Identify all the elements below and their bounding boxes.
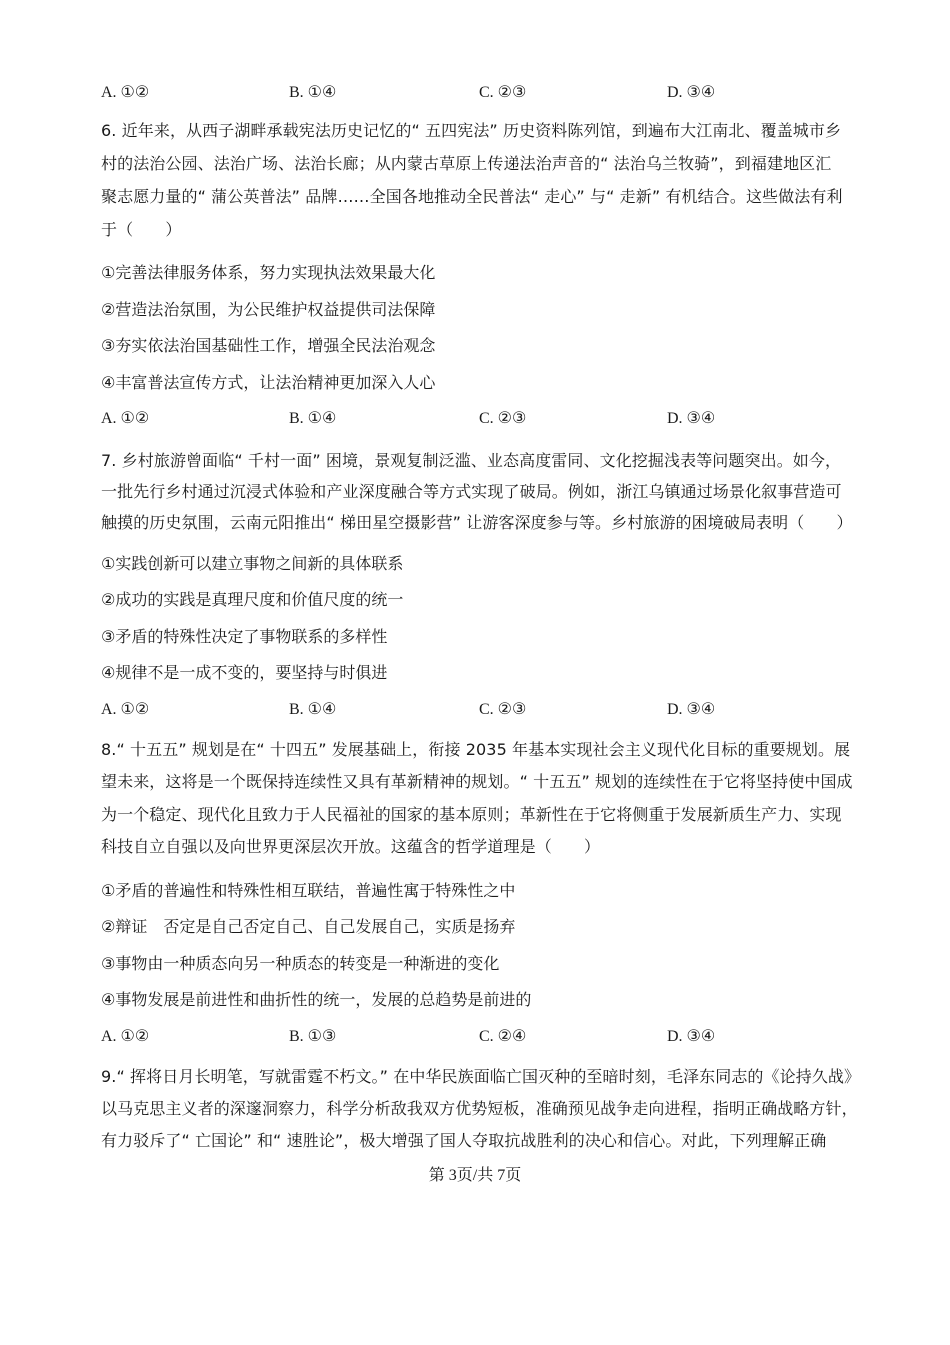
q9-stem-line-3: 有力驳斥了“ 亡国论” 和“ 速胜论”，极大增强了国人夺取抗战胜利的决心和信心。对此，下列理解正确 (101, 1131, 827, 1150)
q5-choice-b[interactable]: B. ①④ (289, 84, 337, 101)
q9-stem-line-2: 以马克思主义者的深邃洞察力，科学分析敌我双方优势短板，准确预见战争走向进程，指明正确战略方针， (101, 1099, 858, 1118)
q8-stem-line-1: 8.“ 十五五” 规划是在“ 十四五” 发展基础上，衔接 2035 年基本实现社会主义现代化目标的重要规划。展 (101, 740, 851, 759)
q5-choices (101, 82, 861, 104)
q5-choice-a[interactable]: A. ①② (101, 84, 150, 101)
q8-stem-line-2: 望未来，这将是一个既保持连续性又具有革新精神的规划。“ 十五五” 规划的连续性在于它将坚持使中国成 (101, 772, 853, 791)
q8-option-2: ②辩证 否定是自己否定自己、自己发展自己，实质是扬弃 (101, 917, 516, 936)
q6-option-2: ②营造法治氛围，为公民维护权益提供司法保障 (101, 300, 436, 319)
page-number: 第 3页/共 7页 (428, 1167, 522, 1184)
q7-option-4: ④规律不是一成不变的，要坚持与时俱进 (101, 663, 388, 682)
q8-choice-d[interactable]: D. ③④ (667, 1028, 716, 1045)
q7-stem-line-2: 一批先行乡村通过沉浸式体验和产业深度融合等方式实现了破局。例如，浙江乌镇通过场景化叙事营造可 (101, 482, 842, 501)
q8-stem-line-3: 为一个稳定、现代化且致力于人民福祉的国家的基本原则；革新性在于它将侧重于发展新质生产力、实现 (101, 805, 842, 824)
q6-choice-d[interactable]: D. ③④ (667, 410, 716, 427)
q6-choices (101, 408, 861, 430)
q6-stem-line-1: 6. 近年来，从西子湖畔承载宪法历史记忆的“ 五四宪法” 历史资料陈列馆，到遍布大江南北、覆盖城市乡 (101, 121, 842, 140)
q7-option-3: ③矛盾的特殊性决定了事物联系的多样性 (101, 627, 388, 646)
q5-choice-d[interactable]: D. ③④ (667, 84, 716, 101)
q8-option-4: ④事物发展是前进性和曲折性的统一，发展的总趋势是前进的 (101, 990, 532, 1009)
q7-choice-c[interactable]: C. ②③ (479, 701, 527, 718)
q8-choices (101, 1026, 861, 1048)
q8-option-3: ③事物由一种质态向另一种质态的转变是一种渐进的变化 (101, 954, 500, 973)
q6-stem-line-2: 村的法治公园、法治广场、法治长廊；从内蒙古草原上传递法治声音的“ 法治乌兰牧骑”，到福建地区汇 (101, 154, 832, 173)
q5-choice-c[interactable]: C. ②③ (479, 84, 527, 101)
q8-choice-c[interactable]: C. ②④ (479, 1028, 527, 1045)
q6-choice-c[interactable]: C. ②③ (479, 410, 527, 427)
q7-choices (101, 699, 861, 721)
q6-choice-a[interactable]: A. ①② (101, 410, 150, 427)
q6-option-3: ③夯实依法治国基础性工作，增强全民法治观念 (101, 336, 436, 355)
q8-option-1: ①矛盾的普遍性和特殊性相互联结，普遍性寓于特殊性之中 (101, 881, 516, 900)
q8-stem-line-4: 科技自立自强以及向世界更深层次开放。这蕴含的哲学道理是（ ） (101, 837, 601, 856)
q9-stem-line-1: 9.“ 挥将日月长明笔，写就雷霆不朽文。” 在中华民族面临亡国灭种的至暗时刻，毛泽东同志的《论持久战》 (101, 1067, 861, 1086)
q7-stem-line-1: 7. 乡村旅游曾面临“ 千村一面” 困境，景观复制泛滥、业态高度雷同、文化挖掘浅表等问题突出。如今， (101, 451, 842, 470)
q7-choice-a[interactable]: A. ①② (101, 701, 150, 718)
q7-stem-line-3: 触摸的历史氛围，云南元阳推出“ 梯田星空摄影营” 让游客深度参与等。乡村旅游的困境破局表明（ ） (101, 513, 853, 532)
q6-option-4: ④丰富普法宣传方式，让法治精神更加深入人心 (101, 373, 436, 392)
q6-choice-b[interactable]: B. ①④ (289, 410, 337, 427)
q8-choice-a[interactable]: A. ①② (101, 1028, 150, 1045)
q6-stem-line-3: 聚志愿力量的“ 蒲公英普法” 品牌……全国各地推动全民普法“ 走心” 与“ 走新” 有机结合。这些做法有利 (101, 187, 843, 206)
q7-option-1: ①实践创新可以建立事物之间新的具体联系 (101, 554, 404, 573)
q6-option-1: ①完善法律服务体系，努力实现执法效果最大化 (101, 263, 436, 282)
q7-choice-b[interactable]: B. ①④ (289, 701, 337, 718)
q8-choice-b[interactable]: B. ①③ (289, 1028, 337, 1045)
q6-stem-line-4: 于（ ） (101, 220, 182, 239)
q7-option-2: ②成功的实践是真理尺度和价值尺度的统一 (101, 590, 404, 609)
q7-choice-d[interactable]: D. ③④ (667, 701, 716, 718)
